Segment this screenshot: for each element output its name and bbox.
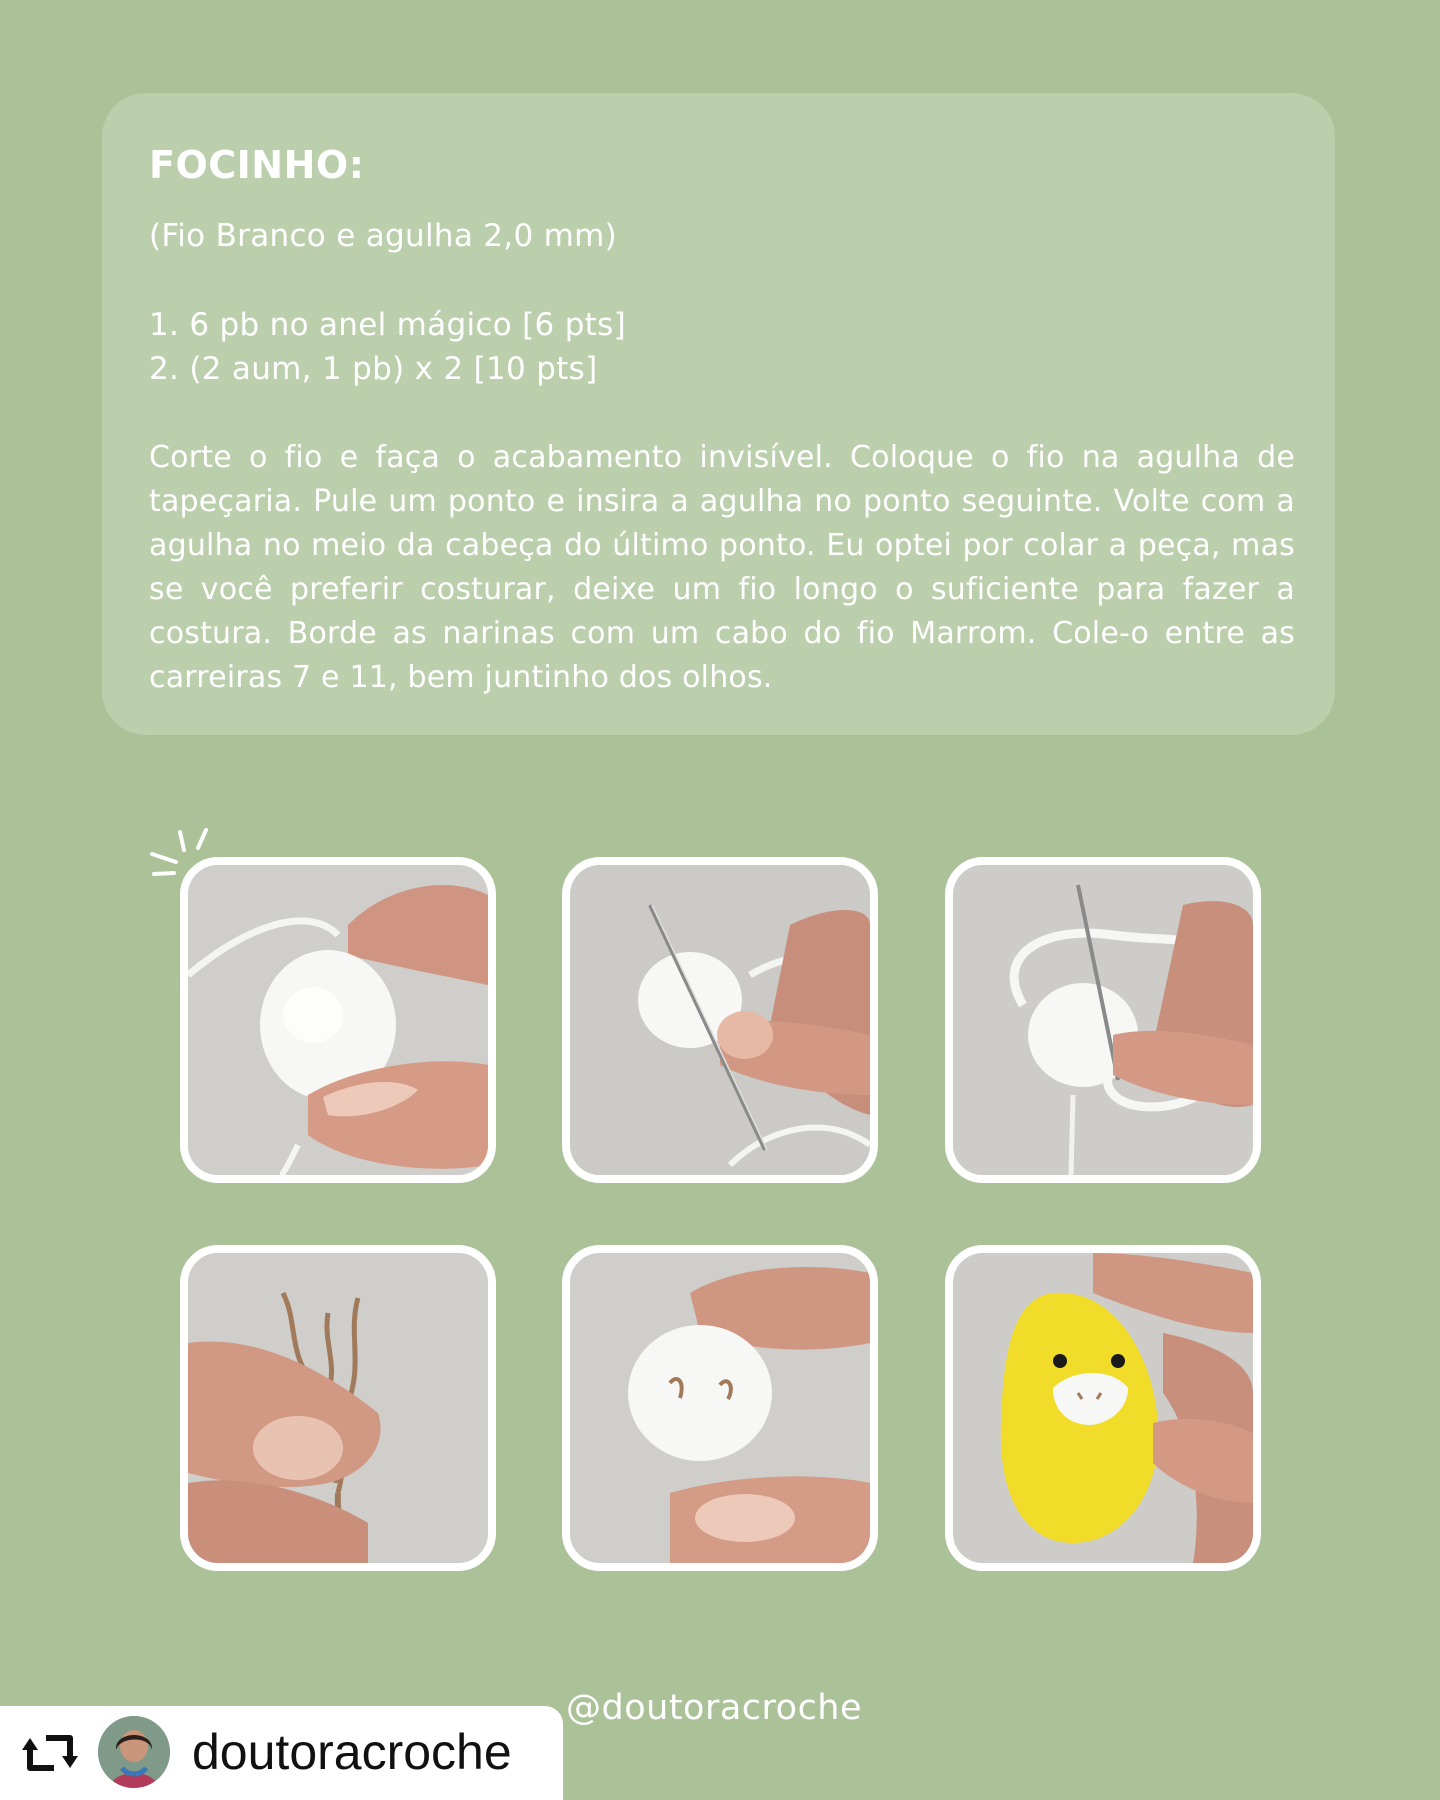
photo-needle-insert bbox=[562, 857, 878, 1183]
repost-bar bbox=[0, 1706, 563, 1800]
section-title: FOCINHO: bbox=[149, 143, 365, 187]
photo-brown-yarn-strands bbox=[180, 1245, 496, 1571]
pattern-steps bbox=[149, 303, 626, 391]
step-1: 1. 6 pb no anel mágico [6 pts] bbox=[149, 307, 626, 343]
step-2: 2. (2 aum, 1 pb) x 2 [10 pts] bbox=[149, 351, 598, 387]
materials-note: (Fio Branco e agulha 2,0 mm) bbox=[149, 218, 618, 254]
repost-username[interactable]: doutoracroche bbox=[192, 1724, 512, 1780]
repost-icon[interactable] bbox=[22, 1730, 78, 1776]
photo-white-snout-piece bbox=[180, 857, 496, 1183]
watermark-handle: @doutoracroche bbox=[566, 1688, 863, 1728]
photo-finished-yellow-amigurumi bbox=[945, 1245, 1261, 1571]
photo-needle-yarn-loop bbox=[945, 857, 1261, 1183]
finishing-instructions: Corte o fio e faça o acabamento invisível. Coloque o fio na agulha de tapeçaria. Pule um ponto e insira a agulha no ponto seguinte. Volte com a agulha no meio da cabeça do último ponto. Eu optei por colar a peça, mas se você preferir costurar, deixe um fio longo o suficiente para fazer a costura. Borde as narinas com um cabo do fio Marrom. Cole-o entre as carreiras 7 e 11, bem juntinho dos olhos. bbox=[149, 440, 1295, 695]
avatar[interactable] bbox=[98, 1716, 170, 1788]
photo-embroidered-nostrils bbox=[562, 1245, 878, 1571]
